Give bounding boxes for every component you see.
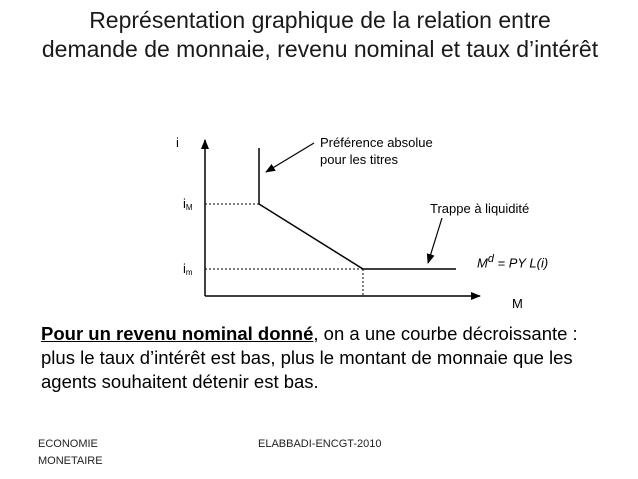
x-axis-label: M [512, 296, 523, 311]
annotation-liquidity-trap: Trappe à liquidité [430, 201, 530, 216]
y-axis-label: i [176, 135, 179, 150]
annotation-absolute-preference: Préférence absolue pour les titres [320, 135, 433, 167]
i-min-label: $i_m$ [183, 261, 193, 277]
explanation-emphasis: Pour un revenu nominal donné [41, 323, 314, 344]
arrow-absolute-preference [266, 143, 314, 172]
i-max-label: $i_M$ [183, 196, 193, 212]
explanation-text [41, 322, 601, 394]
curve-equation-label: $M^d$ = PY L(i) [477, 253, 549, 271]
slide-title: Représentation graphique de la relation entre demande de monnaie, revenu nominal et taux d’intérêt [41, 7, 599, 62]
explanation-rest: , on a une courbe décroissante : plus le taux d’intérêt est bas, plus le montant de monnaie que les agents souhaitent détenir est bas. [41, 323, 578, 392]
footer-course: ECONOMIE MONETAIRE [38, 438, 103, 467]
arrow-liquidity-trap [428, 218, 442, 263]
footer-author: ELABBADI-ENCGT-2010 [258, 438, 382, 450]
